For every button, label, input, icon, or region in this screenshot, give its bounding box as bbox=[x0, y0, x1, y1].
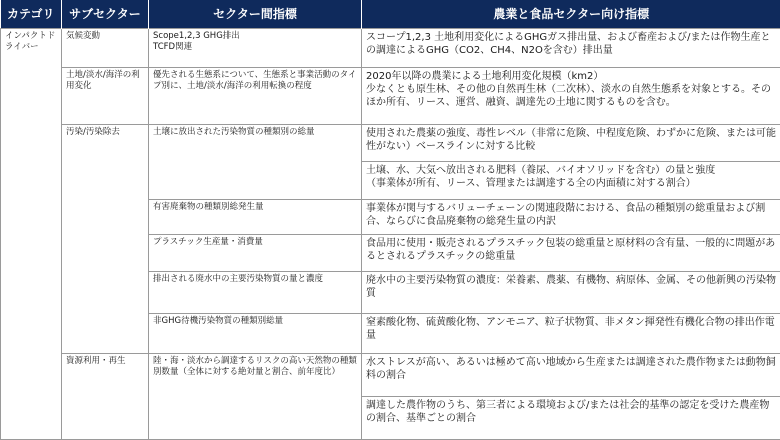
table-row bbox=[1, 67, 780, 125]
agri-food-indicator-cell: 2020年以降の農業による土地利用変化規模（km2） 少なくとも原生林、その他の自然再生林（二次林）、淡水の自然生態系を対象とする。そのほか所有、リース、運営、融資、調達先の土地に関するものを含む。 bbox=[362, 67, 780, 125]
sub-sector-cell: 気候変動 bbox=[62, 28, 149, 67]
header-row bbox=[1, 0, 780, 28]
agri-food-indicator-cell: 廃水中の主要汚染物質の濃度：栄養素、農薬、有機物、病原体、金属、その他新興の汚染物質 bbox=[362, 272, 780, 314]
sub-sector-cell: 土地/淡水/海洋の利用変化 bbox=[62, 67, 149, 125]
table-row bbox=[1, 125, 780, 162]
header-category: カテゴリ bbox=[1, 0, 62, 28]
cross-sector-indicator-cell: 有害廃棄物の種類別総発生量 bbox=[149, 200, 362, 235]
agri-food-indicator-cell: 食品用に使用・販売されるプラスチック包装の総重量と原材料の含有量、一般的に問題があるとされるプラスチックの総重量 bbox=[362, 235, 780, 272]
agri-food-indicator-cell: 土壌、水、大気へ放出される肥料（養尿、バイオソリッドを含む）の量と強度 （事業体が所有、リース、管理または調達する全の内面積に対する割合） bbox=[362, 162, 780, 200]
header-agri-food-indicators: 農業と食品セクター向け指標 bbox=[362, 0, 780, 28]
cross-sector-indicator-cell: 優先される生態系について、生態系と事業活動のタイプ別に、土地/淡水/海洋の利用転換の程度 bbox=[149, 67, 362, 125]
sub-sector-cell: 資源利用・再生 bbox=[62, 353, 149, 439]
table-row bbox=[1, 353, 780, 396]
header-sub-sector: サブセクター bbox=[62, 0, 149, 28]
cross-sector-indicator-cell: 土壌に放出された汚染物質の種類別の総量 bbox=[149, 125, 362, 200]
cross-sector-indicator-cell: Scope1,2,3 GHG排出 TCFD関連 bbox=[149, 28, 362, 67]
agri-food-indicator-cell: 事業体が関与するバリューチェーンの関連段階における、食品の種類別の総重量および割合、ならびに食品廃棄物の総発生量の内訳 bbox=[362, 200, 780, 235]
cross-sector-indicator-cell: 排出される廃水中の主要汚染物質の量と濃度 bbox=[149, 272, 362, 314]
agri-food-indicator-cell: 調達した農作物のうち、第三者による環境および/または社会的基準の認定を受けた農産物の割合、基準ごとの割合 bbox=[362, 396, 780, 439]
header-cross-sector-indicators: セクター間指標 bbox=[149, 0, 362, 28]
agri-food-indicator-cell: 水ストレスが高い、あるいは極めて高い地域から生産または調達された農作物または動物飼料の割合 bbox=[362, 353, 780, 396]
sub-sector-cell: 汚染/汚染除去 bbox=[62, 125, 149, 353]
cross-sector-indicator-cell: 非GHG待機汚染物質の種類別総量 bbox=[149, 314, 362, 353]
category-cell: インパクトド ライバー bbox=[1, 28, 62, 440]
agri-food-indicator-cell: スコープ1,2,3 土地利用変化によるGHGガス排出量、および畜産および/または作物生産との調達によるGHG（CO2、CH4、N2Oを含む）排出量 bbox=[362, 28, 780, 67]
table-row bbox=[1, 28, 780, 67]
agri-food-indicator-cell: 使用された農薬の強度、毒性レベル（非常に危険、中程度危険、わずかに危険、または可能性がない）ベースラインに対する比較 bbox=[362, 125, 780, 162]
cross-sector-indicator-cell: 陸・海・淡水から調達するリスクの高い天然物の種類別数量（全体に対する絶対量と割合、前年度比） bbox=[149, 353, 362, 439]
agri-food-indicator-cell: 窒素酸化物、硫黄酸化物、アンモニア、粒子状物質、非メタン揮発性有機化合物の排出作電量 bbox=[362, 314, 780, 353]
cross-sector-indicator-cell: プラスチック生産量・消費量 bbox=[149, 235, 362, 272]
